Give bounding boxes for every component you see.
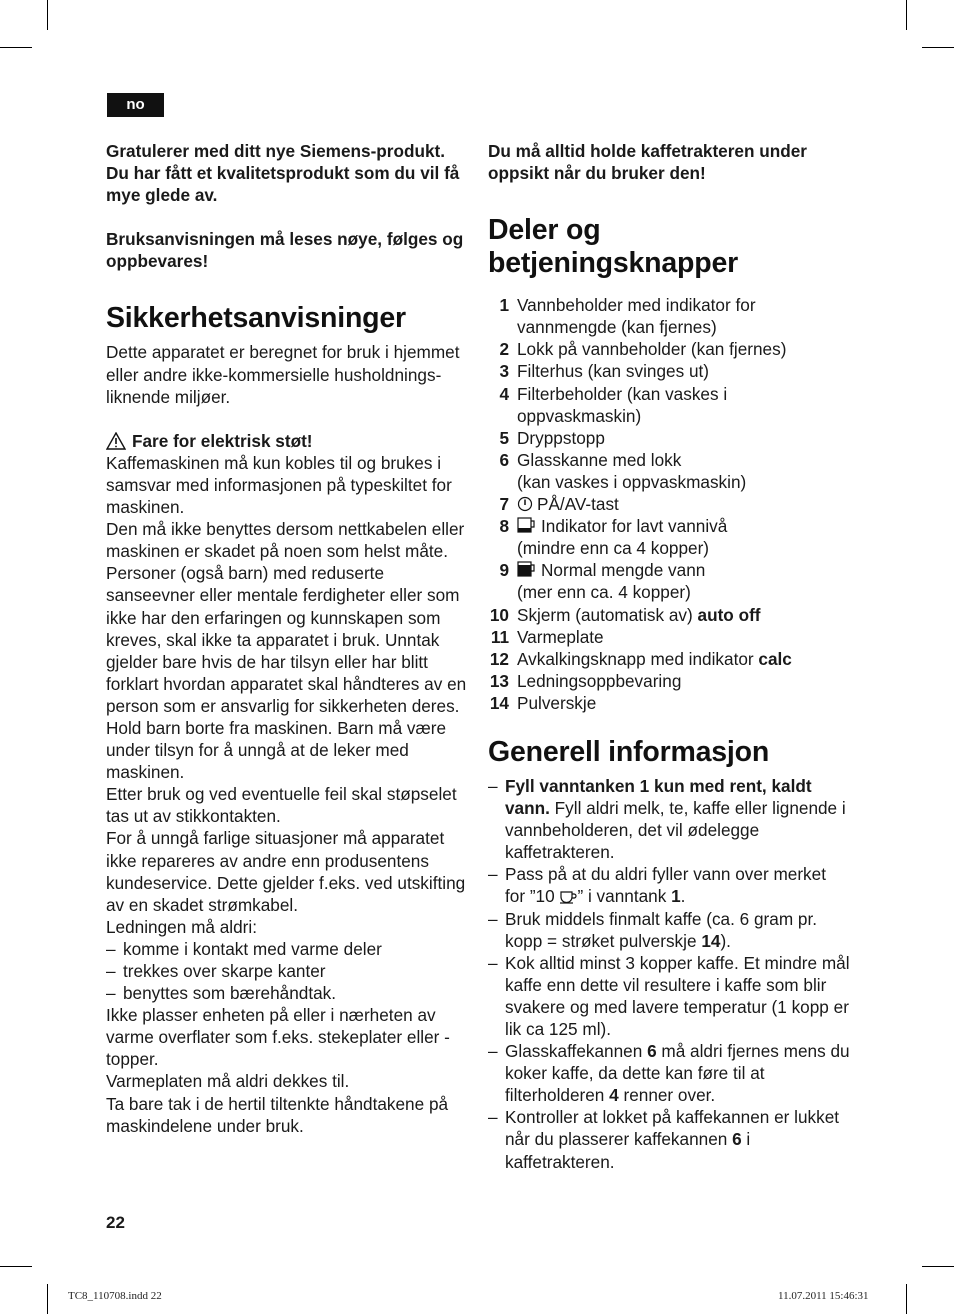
part-text-line: (mindre enn ca 4 kopper) <box>517 538 710 559</box>
auto-off-label: auto off <box>697 604 761 625</box>
warning-title <box>106 430 468 452</box>
info-text: ). <box>720 930 731 951</box>
list-item: – komme i kontakt med varme deler <box>106 938 468 960</box>
part-text: Lokk på vannbeholder (kan fjernes) <box>517 339 787 360</box>
part-number: 6 <box>499 449 509 470</box>
body-paragraph: Hold barn borte fra maskinen. Barn må være under tilsyn for å unngå at de leker med maskinen. <box>106 717 447 783</box>
part-text <box>517 604 850 626</box>
info-ref: 6 <box>647 1041 657 1062</box>
body-paragraph: Ikke plasser enheten på eller i nærheten av varme overflater som f.eks. stekeplater eller -topper. <box>106 1005 450 1070</box>
slug-file: TC8_110708.indd 22 <box>68 1290 162 1302</box>
info-text: . <box>680 886 686 907</box>
never-list <box>106 938 468 1004</box>
right-column <box>488 140 850 1173</box>
info-text: i kaffetrakteren. <box>505 1129 751 1172</box>
info-ref: 1 <box>671 886 681 907</box>
body-paragraph: Den må ikke benyttes dersom nettkabelen eller maskinen er skadet på noen som helst måte. <box>106 519 465 562</box>
crop-mark <box>906 1284 907 1314</box>
crop-mark <box>0 1266 32 1267</box>
part-number: 9 <box>499 560 509 581</box>
list-item: – Fyll vanntanken 1 kun med rent, kaldt vann. Fyll aldri melk, te, kaffe eller lignende i vannbeholderen, det vil ødelegge kaffetrakteren. <box>488 775 846 863</box>
list-item <box>488 383 850 427</box>
part-number: 14 <box>489 692 509 713</box>
crop-mark <box>906 0 907 30</box>
list-item <box>488 626 850 648</box>
parts-list <box>488 294 850 714</box>
part-number: 5 <box>499 427 509 448</box>
body-paragraph: Dette apparatet er beregnet for bruk i hjemmet eller andre ikke-kommersielle husholdnings-liknende miljøer. <box>106 342 460 407</box>
part-text <box>517 648 850 670</box>
part-number: 7 <box>499 494 509 515</box>
part-number: 8 <box>499 516 509 537</box>
list-item <box>488 449 850 493</box>
part-number: 11 <box>490 626 509 647</box>
body-paragraph: Varmeplaten må aldri dekkes til. <box>106 1071 350 1092</box>
info-ref: 14 <box>701 930 721 951</box>
part-text-line: Normal mengde vann <box>541 560 706 581</box>
low-water-icon <box>517 517 537 534</box>
intro-line: Gratulerer med ditt nye Siemens-produkt. <box>106 141 446 161</box>
body-paragraph: Etter bruk og ved eventuelle feil skal støpselet tas ut av stikkontakten. <box>106 784 457 827</box>
list-item: – trekkes over skarpe kanter <box>106 960 468 982</box>
intro-instruction: Bruksanvisningen må leses nøye, følges og oppbevares! <box>106 229 464 272</box>
part-number: 2 <box>499 339 509 360</box>
list-item <box>488 360 850 382</box>
part-number: 13 <box>489 670 509 691</box>
part-text: Pulverskje <box>517 692 597 713</box>
list-item: – Kok alltid minst 3 kopper kaffe. Et mindre mål kaffe enn dette vil resultere i kaffe som blir svakere og med lavere temperatur (1 kopp er lik ca 125 ml). <box>488 952 850 1039</box>
list-item: – benyttes som bærehåndtak. <box>106 982 468 1004</box>
info-text: Kok alltid minst 3 kopper kaffe. Et mindre mål kaffe enn dette vil resultere i kaffe som blir svakere og med lavere temperatur (1 kopp er lik ca 125 ml). <box>505 952 850 1039</box>
info-text: Pass på at du aldri fyller vann over merket for ”10 <box>505 864 826 907</box>
cup-icon <box>559 890 577 904</box>
part-text <box>517 515 850 559</box>
part-number: 12 <box>489 648 509 669</box>
list-item <box>488 692 850 714</box>
list-item: – Bruk middels finmalt kaffe (ca. 6 gram pr. kopp = strøket pulverskje 14). <box>488 908 818 951</box>
section-heading-parts <box>488 214 850 280</box>
body-paragraph: For å unngå farlige situasjoner må apparatet ikke repareres av andre enn produsentens kundeservice. Dette gjelder f.eks. ved utskifting av en skadet strømkabel. <box>106 828 466 915</box>
part-text: Ledningsoppbevaring <box>517 670 682 691</box>
part-text: Filterhus (kan svinges ut) <box>517 361 709 382</box>
part-text-line: Indikator for lavt vannivå <box>541 516 728 537</box>
list-item <box>488 294 850 338</box>
list-item: – Pass på at du aldri fyller vann over merket for ”10 ” i vanntank 1. <box>488 864 826 907</box>
page-number: 22 <box>106 1213 125 1232</box>
warning-title-text: Fare for elektrisk støt! <box>132 430 313 451</box>
slug-date: 11.07.2011 15:46:31 <box>778 1290 869 1302</box>
crop-mark <box>0 47 32 48</box>
list-item <box>488 604 850 626</box>
list-item: – Kontroller at lokket på kaffekannen er lukket når du plasserer kaffekannen 6 i kaffetrakteren. <box>488 1107 840 1172</box>
part-number: 4 <box>499 383 509 404</box>
info-ref: 4 <box>609 1085 619 1106</box>
part-text <box>517 493 850 515</box>
supervision-note: Du må alltid holde kaffetrakteren under oppsikt når du bruker den! <box>488 141 807 184</box>
body-paragraph: Ta bare tak i de hertil tiltenkte håndtakene på maskindelene under bruk. <box>106 1093 449 1136</box>
part-text: Vannbeholder med indikator for vannmengde (kan fjernes) <box>517 295 756 338</box>
part-number: 10 <box>489 604 509 625</box>
power-icon <box>517 496 533 512</box>
part-number: 1 <box>499 295 509 316</box>
part-text <box>517 559 850 603</box>
body-paragraph: Kaffemaskinen må kun kobles til og brukes i samsvar med informasjonen på typeskiltet for maskinen. <box>106 452 452 518</box>
section-heading-general-info: Generell informasjon <box>488 735 770 768</box>
list-item: – Glasskaffekannen 6 må aldri fjernes mens du koker kaffe, da dette kan føre til at filterholderen 4 renner over. <box>488 1041 850 1106</box>
info-text: ” i vanntank <box>577 886 672 907</box>
calc-label: calc <box>758 648 792 669</box>
part-text <box>517 449 850 493</box>
part-text-line: (kan vaskes i oppvaskmaskin) <box>517 471 747 492</box>
full-water-icon <box>517 561 537 578</box>
part-text-line: Avkalkingsknapp med indikator <box>517 648 759 669</box>
list-item <box>488 493 850 515</box>
info-text: renner over. <box>618 1085 716 1106</box>
part-text-line: (mer enn ca. 4 kopper) <box>517 582 691 603</box>
part-number: 3 <box>499 361 509 382</box>
part-text-line: PÅ/AV-tast <box>537 494 619 515</box>
info-ref: 6 <box>732 1129 742 1150</box>
list-item <box>488 648 850 670</box>
heading-line: Deler og <box>488 214 601 247</box>
info-bold: Fyll vanntanken 1 kun med rent, kaldt vann. <box>505 775 812 819</box>
section-heading-safety: Sikkerhetsanvisninger <box>106 302 406 335</box>
info-text: må aldri fjernes mens du koker kaffe, da dette kan føre til at filterholderen <box>505 1041 850 1106</box>
info-text: Fyll aldri melk, te, kaffe eller lignende i vannbeholderen, det vil ødelegge kaffetrakteren. <box>505 798 846 863</box>
heading-line: betjeningsknapper <box>488 247 738 280</box>
list-item <box>488 427 850 449</box>
left-column <box>106 140 468 1137</box>
crop-mark <box>922 47 954 48</box>
part-text: Dryppstopp <box>517 427 605 448</box>
list-item <box>488 338 850 360</box>
info-text: Kontroller at lokket på kaffekannen er lukket når du plasserer kaffekannen <box>505 1107 840 1150</box>
list-item <box>488 670 850 692</box>
warning-triangle-icon <box>106 432 126 450</box>
part-text: Varmeplate <box>517 626 604 647</box>
body-paragraph: Personer (også barn) med reduserte sanseevner eller mentale ferdigheter eller som ikke har den erfaringen og kunnskapen som kreves, skal ikke ta apparatet i bruk. Unntak gjelder bare hvis de har tilsyn eller har blitt forklart hvordan apparatet skal håndteres av en person som er ansvarlig for sikkerheten deres. <box>106 563 467 716</box>
part-text: Filterbeholder (kan vaskes i oppvaskmaskin) <box>517 383 728 426</box>
crop-mark <box>47 0 48 30</box>
info-text: Bruk middels finmalt kaffe (ca. 6 gram pr. kopp = strøket pulverskje <box>505 908 818 951</box>
part-text-line: Glasskanne med lokk <box>517 449 682 470</box>
intro-line: Du har fått et kvalitetsprodukt som du vil få mye glede av. <box>106 163 460 206</box>
info-text: Glasskaffekannen <box>505 1041 648 1062</box>
info-list <box>488 775 850 1173</box>
language-tag: no <box>107 93 164 117</box>
list-item <box>488 559 850 603</box>
list-item <box>488 515 850 559</box>
crop-mark <box>47 1284 48 1314</box>
part-text-line: Skjerm (automatisk av) <box>517 604 698 625</box>
body-paragraph: Ledningen må aldri: <box>106 916 257 937</box>
crop-mark <box>922 1266 954 1267</box>
